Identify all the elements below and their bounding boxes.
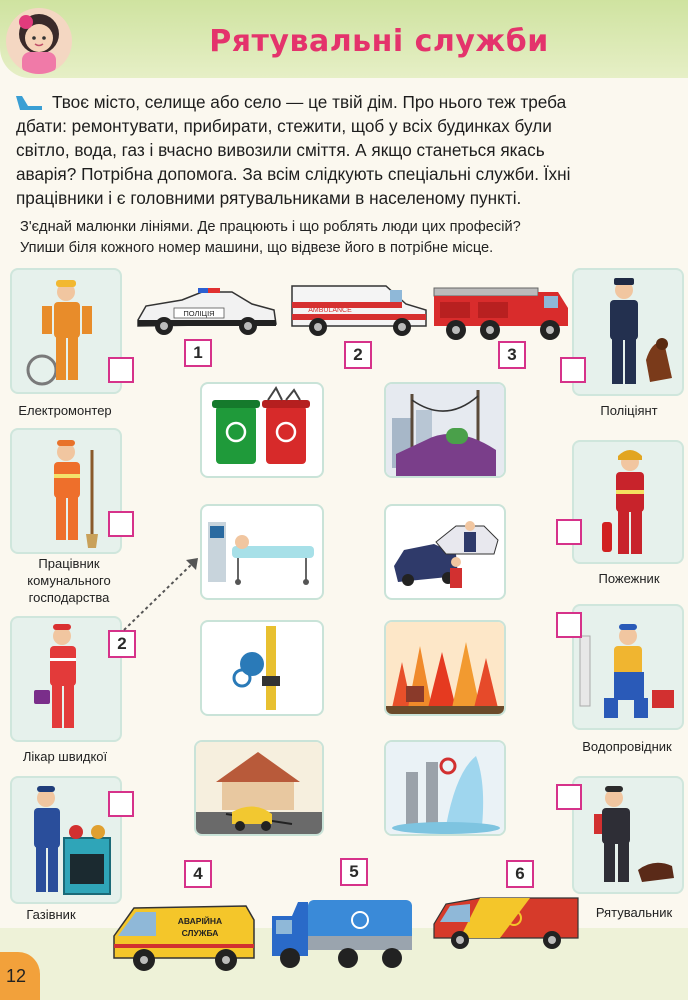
page-header — [0, 0, 688, 78]
gas-worker-illustration — [12, 778, 120, 902]
vehicle-number-5: 5 — [340, 858, 368, 886]
svg-text:СЛУЖБА: СЛУЖБА — [181, 928, 219, 938]
profession-label: Лікар швидкої — [22, 749, 108, 764]
plumber-illustration — [574, 606, 682, 728]
intro-line: аварія? Потрібна допомога. За всім слідкують спеціальні служби. Їхні — [16, 164, 571, 184]
profession-card-electrician — [10, 268, 122, 394]
intro-line: працівники і є головними рятувальниками в населеному пункті. — [16, 188, 522, 208]
profession-label: Працівник комунального господарства — [27, 556, 111, 605]
page-number: 12 — [6, 966, 27, 986]
answer-box-rescuer[interactable] — [556, 784, 582, 810]
task-line: З'єднай малюнки лініями. Де працюють і що роблять люди цих професій? — [20, 219, 521, 235]
answer-box-utility-worker[interactable] — [108, 511, 134, 537]
rescuer-illustration — [574, 778, 682, 892]
vehicle-number-4: 4 — [184, 860, 212, 888]
profession-label: Водопровідник — [582, 739, 672, 754]
answer-box-plumber[interactable] — [556, 612, 582, 638]
vehicle-number-6: 6 — [506, 860, 534, 888]
ambulance — [290, 280, 428, 338]
profession-card-ambulance-doctor — [10, 616, 122, 742]
scene-hospital-ward[interactable] — [200, 504, 324, 600]
electrician-illustration — [12, 270, 120, 392]
profession-label: Електромонтер — [18, 403, 112, 418]
profession-label: Газівник — [26, 907, 76, 922]
svg-text:AMBULANCE: AMBULANCE — [308, 307, 352, 314]
profession-label: Пожежник — [598, 571, 660, 586]
page-title: Рятувальні служби — [209, 24, 549, 59]
answer-box-ambulance-doctor[interactable]: 2 — [108, 630, 136, 658]
profession-card-gas-worker — [10, 776, 122, 904]
profession-card-utility-worker — [10, 428, 122, 554]
answer-box-firefighter[interactable] — [556, 519, 582, 545]
intro-line: Твоє місто, селище або село — це твій дім. Про нього теж треба — [16, 90, 676, 114]
task-instructions — [20, 217, 680, 259]
profession-label: Поліціянт — [600, 403, 658, 418]
police-officer-illustration — [574, 270, 682, 394]
vehicle-number-2: 2 — [344, 341, 372, 369]
scene-power-line-damage[interactable] — [384, 382, 506, 478]
scene-trash-bins[interactable] — [200, 382, 324, 478]
scene-collapsed-house[interactable] — [194, 740, 324, 836]
intro-paragraph — [16, 90, 676, 210]
scene-gas-pipe-valve[interactable] — [200, 620, 324, 716]
profession-label: Рятувальник — [595, 905, 673, 920]
scene-car-accident-police[interactable] — [384, 504, 506, 600]
police-car — [132, 286, 280, 338]
rescue-vehicle — [430, 890, 582, 952]
emergency-service-van — [110, 896, 258, 976]
fire-truck — [430, 278, 570, 342]
vehicle-number-1: 1 — [184, 339, 212, 367]
vehicle-number-3: 3 — [498, 341, 526, 369]
answer-box-electrician[interactable] — [108, 357, 134, 383]
profession-card-rescuer — [572, 776, 684, 894]
task-line: Упиши біля кожного номер машини, що відвезе його в потрібне місце. — [20, 240, 494, 256]
profession-card-firefighter — [572, 440, 684, 564]
doctor-illustration — [12, 618, 120, 740]
example-connection-arrow — [120, 554, 204, 634]
scene-burst-water-pipe[interactable] — [384, 740, 506, 836]
garbage-truck — [268, 892, 418, 974]
profession-card-plumber — [572, 604, 684, 730]
answer-box-gas-worker[interactable] — [108, 791, 134, 817]
profession-card-police-officer — [572, 268, 684, 396]
firefighter-illustration — [574, 442, 682, 562]
scene-forest-fire[interactable] — [384, 620, 506, 716]
answer-box-police-officer[interactable] — [560, 357, 586, 383]
svg-text:АВАРІЙНА: АВАРІЙНА — [177, 916, 223, 926]
intro-line: світло, вода, газ і вчасно вивозили сміття. А якщо станеться якась — [16, 140, 545, 160]
intro-line: дбати: ремонтувати, прибирати, стежити, щоб у всіх будинках були — [16, 116, 552, 136]
page-number-tab — [0, 952, 40, 1000]
utility-worker-illustration — [12, 430, 120, 552]
svg-text:ПОЛІЦІЯ: ПОЛІЦІЯ — [183, 309, 215, 318]
paragraph-marker-icon — [16, 96, 42, 110]
